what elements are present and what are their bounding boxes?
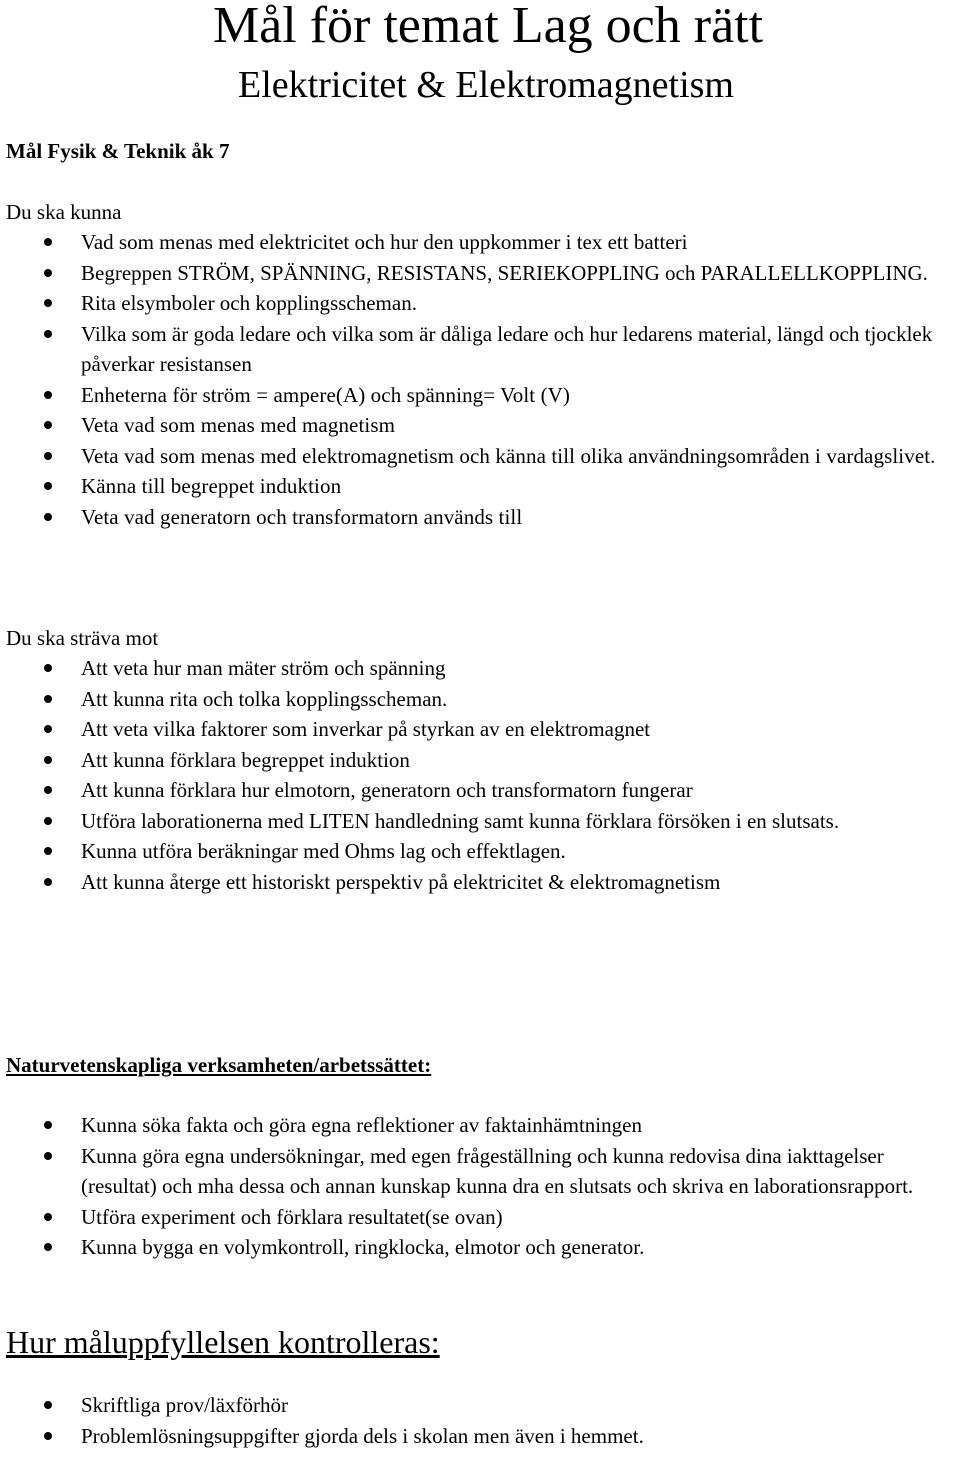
list-item: Att kunna förklara begreppet induktion [6,745,956,776]
bullet-icon [44,756,52,764]
course-heading: Mål Fysik & Teknik åk 7 [6,139,230,163]
list-item: Rita elsymboler och kopplingsscheman. [6,288,956,319]
list-item: Känna till begreppet induktion [6,471,956,502]
course-heading-block [6,136,956,166]
section-du-ska-strava-mot [6,623,956,897]
bullet-icon [44,482,52,490]
page-title: Mål för temat Lag och rätt [212,0,764,54]
bullet-icon [44,847,52,855]
section-label-natur: Naturvetenskapliga verksamheten/arbetssättet: [6,1053,432,1077]
list-item: Att veta hur man mäter ström och spänning [6,653,956,684]
section-label-kontroll: Hur måluppfyllelsen kontrolleras: [6,1324,440,1360]
bullet-icon [44,330,52,338]
list-natur [6,1110,956,1263]
bullet-icon [44,421,52,429]
bullet-icon [44,1401,52,1409]
bullet-icon [44,299,52,307]
bullet-icon [44,725,52,733]
bullet-icon [44,269,52,277]
page-subtitle: Elektricitet & Elektromagnetism [238,64,734,106]
list-item: Veta vad som menas med elektromagnetism och känna till olika användningsområden i vardagslivet. [6,441,956,472]
bullet-icon [44,1152,52,1160]
list-item: Problemlösningsuppgifter gjorda dels i skolan men även i hemmet. [6,1421,956,1452]
bullet-icon [44,452,52,460]
list-kunna [6,227,956,532]
section-label-strava: Du ska sträva mot [6,626,159,650]
list-item: Att kunna rita och tolka kopplingsscheman. [6,684,956,715]
bullet-icon [44,238,52,246]
list-kontroll [6,1390,956,1451]
list-item: Kunna utföra beräkningar med Ohms lag och effektlagen. [6,836,956,867]
list-item: Att kunna återge ett historiskt perspektiv på elektricitet & elektromagnetism [6,867,956,898]
bullet-icon [44,391,52,399]
list-item: Vad som menas med elektricitet och hur den uppkommer i tex ett batteri [6,227,956,258]
list-strava [6,653,956,897]
bullet-icon [44,817,52,825]
list-item: Enheterna för ström = ampere(A) och spänning= Volt (V) [6,380,956,411]
list-item: Kunna söka fakta och göra egna reflektioner av faktainhämtningen [6,1110,956,1141]
list-item: Begreppen STRÖM, SPÄNNING, RESISTANS, SERIEKOPPLING och PARALLELLKOPPLING. [6,258,956,289]
list-item: Veta vad som menas med magnetism [6,410,956,441]
list-item: Skriftliga prov/läxförhör [6,1390,956,1421]
bullet-icon [44,1213,52,1221]
list-item: Att kunna förklara hur elmotorn, generatorn och transformatorn fungerar [6,775,956,806]
bullet-icon [44,1432,52,1440]
section-kontroll [6,1322,956,1451]
list-item: Utföra laborationerna med LITEN handledning samt kunna förklara försöken i en slutsats. [6,806,956,837]
section-naturvetenskapliga [6,1050,956,1263]
list-item: Veta vad generatorn och transformatorn används till [6,502,956,533]
list-item: Kunna bygga en volymkontroll, ringklocka, elmotor och generator. [6,1232,956,1263]
bullet-icon [44,513,52,521]
bullet-icon [44,786,52,794]
section-label-kunna: Du ska kunna [6,200,122,224]
bullet-icon [44,695,52,703]
list-item: Kunna göra egna undersökningar, med egen frågeställning och kunna redovisa dina iakttagelser (resultat) och mha dessa och annan kunskap kunna dra en slutsats och skriva en laborationsrapport. [6,1141,956,1202]
bullet-icon [44,878,52,886]
list-item: Att veta vilka faktorer som inverkar på styrkan av en elektromagnet [6,714,956,745]
bullet-icon [44,1121,52,1129]
list-item: Vilka som är goda ledare och vilka som är dåliga ledare och hur ledarens material, längd och tjocklek påverkar resistansen [6,319,956,380]
bullet-icon [44,664,52,672]
section-du-ska-kunna [6,197,956,532]
bullet-icon [44,1243,52,1251]
list-item: Utföra experiment och förklara resultatet(se ovan) [6,1202,956,1233]
